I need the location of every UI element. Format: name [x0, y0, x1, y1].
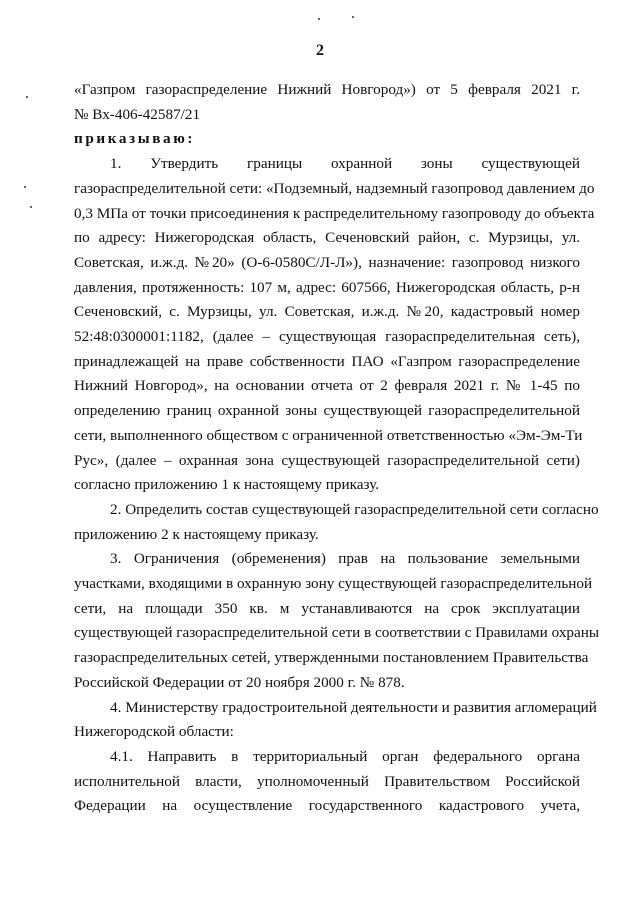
paragraph-line: газораспределительных сетей, утвержденными постановлением Правительства: [74, 649, 589, 667]
paragraph-line: определению границ охранной зоны существующей газораспределительной: [74, 402, 580, 420]
paragraph-line: Нижегородской области:: [74, 723, 234, 741]
scan-speck: [26, 96, 28, 98]
scan-speck: [30, 206, 32, 208]
scan-speck: [352, 16, 354, 18]
paragraph-line: давления, протяженность: 107 м, адрес: 607566, Нижегородская область, р-н: [74, 278, 580, 296]
paragraph-line: Федерации на осуществление государственного кадастрового учета,: [74, 797, 580, 815]
paragraph-line: 2. Определить состав существующей газораспределительной сети согласно: [110, 500, 599, 518]
paragraph-line: сети, выполненного обществом с ограниченной ответственностью «Эм-Эм-Ти: [74, 426, 583, 444]
paragraph-line: Нижний Новгород», на основании отчета от 2 февраля 2021 г. № 1-45 по: [74, 377, 580, 395]
intro-line: «Газпром газораспределение Нижний Новгород») от 5 февраля 2021 г.: [74, 81, 580, 98]
paragraph-line: Советская, и.ж.д. №20» (О-6-0580С/Л-Л»), назначение: газопровод низкого: [74, 253, 580, 271]
paragraphs: [74, 152, 600, 819]
order-word: приказываю:: [74, 130, 196, 148]
paragraph-line: 1. Утвердить границы охранной зоны существующей: [110, 155, 580, 173]
paragraph-line: Сеченовский, с. Мурзицы, ул. Советская, и.ж.д. №20, кадастровый номер: [74, 303, 580, 321]
paragraph-line: принадлежащей на праве собственности ПАО «Газпром газораспределение: [74, 352, 580, 370]
paragraph-line: участками, входящими в охранную зону существующей газораспределительной: [74, 575, 593, 593]
paragraph: [74, 547, 600, 695]
paragraph-line: 4.1. Направить в территориальный орган федерального органа: [110, 747, 580, 765]
paragraph: [74, 696, 597, 745]
document-body: [74, 78, 600, 819]
paragraph-line: газораспределительной сети: «Подземный, надземный газопровод давлением до: [74, 179, 595, 197]
paragraph: [74, 152, 595, 498]
paragraph-line: согласно приложению 1 к настоящему приказу.: [74, 476, 380, 494]
paragraph-line: 0,3 МПа от точки присоединения к распределительному газопроводу до объекта: [74, 204, 595, 222]
paragraph: [74, 745, 580, 819]
paragraph-line: по адресу: Нижегородская область, Сеченовский район, с. Мурзицы, ул.: [74, 229, 580, 247]
paragraph: [74, 498, 599, 547]
paragraph-line: 3. Ограничения (обременения) прав на пользование земельными: [110, 550, 580, 568]
paragraph-line: Российской Федерации от 20 ноября 2000 г. № 878.: [74, 673, 405, 691]
paragraph-line: сети, на площади 350 кв. м устанавливаются на срок эксплуатации: [74, 599, 580, 617]
paragraph-line: 52:48:0300001:1182, (далее – существующая газораспределительная сеть),: [74, 328, 580, 346]
scan-speck: [318, 18, 320, 20]
paragraph-line: 4. Министерству градостроительной деятельности и развития агломераций: [110, 698, 597, 716]
scan-speck: [24, 186, 26, 188]
page-number: 2: [316, 42, 324, 59]
paragraph-line: Рус», (далее – охранная зона существующей газораспределительной сети): [74, 451, 580, 469]
paragraph-line: приложению 2 к настоящему приказу.: [74, 525, 319, 543]
paragraph-line: исполнительной власти, уполномоченный Правительством Российской: [74, 772, 580, 790]
intro-line: № Вх-406-42587/21: [74, 105, 201, 123]
paragraph-line: существующей газораспределительной сети в соответствии с Правилами охраны: [74, 624, 600, 642]
